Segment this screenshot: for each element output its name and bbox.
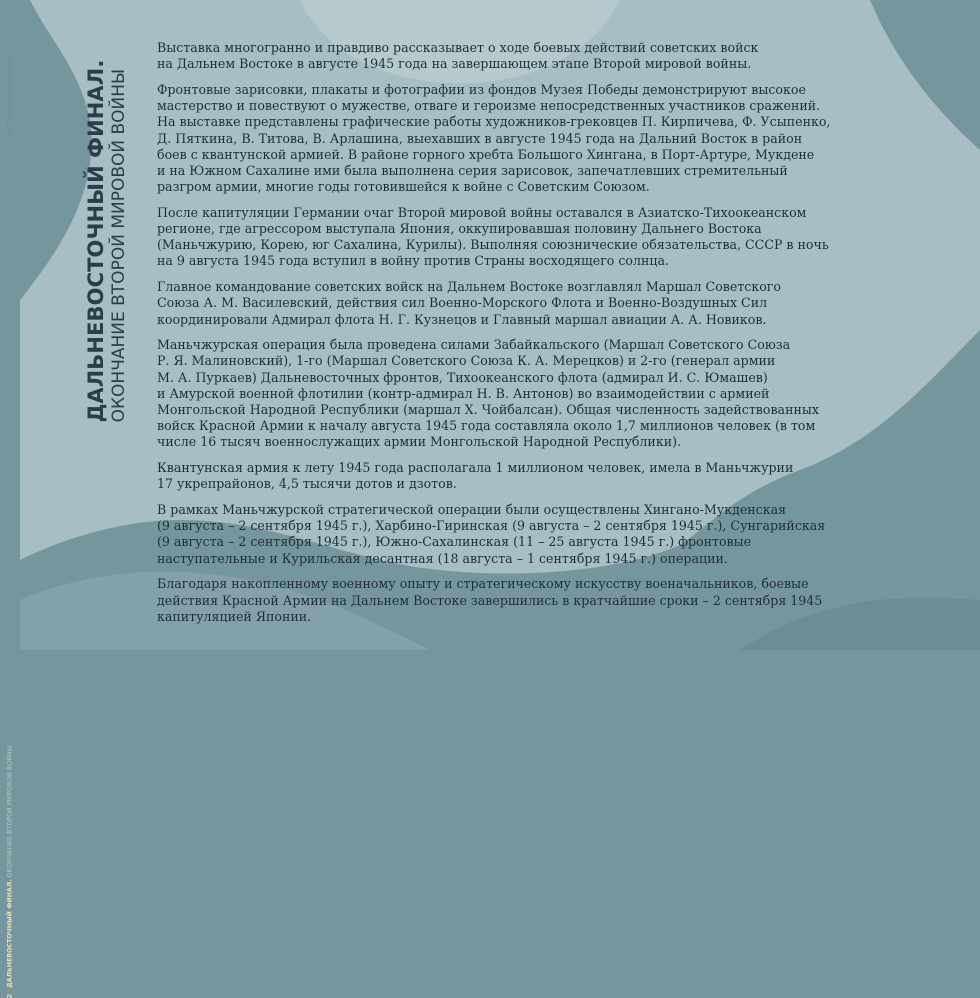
running-footer bbox=[7, 746, 14, 998]
heading-rotated bbox=[84, 60, 130, 423]
paragraph: Благодаря накопленному военному опыту и стратегическому искусству военачальников, боевые действия Красной Армии на Дальнем Востоке завершились в кратчайшие сроки – 2 сентября 1945 капитуляцией Японии. bbox=[157, 576, 823, 624]
paragraph: Квантунская армия к лету 1945 года располагала 1 миллионом человек, имела в Маньчжурии 17 укрепрайонов, 4,5 тысячи дотов и дзотов. bbox=[157, 460, 794, 492]
website-url: VICTORYMUSEUM.RU bbox=[6, 58, 14, 138]
paragraph: Фронтовые зарисовки, плакаты и фотографии из фондов Музея Победы демонстрируют высокое мастерство и повествуют о мужестве, отваге и героизме непосредственных участников сражений. На выставке представлены графические работы художников-грековцев П. Кирпичева, Ф. Усыпенко, Д. Пяткина, В. Титова, В. Арлашина, выехавших в августе 1945 года на Дальний Восток в район боев с квантунской армией. В районе горного хребта Большого Хингана, в Порт-Артуре, Мукдене и на Южном Сахалине ими была выполнена серия зарисовок, запечатлевших стремительный разгром армии, многие годы готовившейся к войне с Советским Союзом. bbox=[157, 81, 831, 195]
page-title: ДАЛЬНЕВОСТОЧНЫЙ ФИНАЛ. bbox=[84, 59, 108, 423]
page-subtitle: ОКОНЧАНИЕ ВТОРОЙ МИРОВОЙ ВОЙНЫ bbox=[109, 68, 129, 423]
page-heading bbox=[80, 40, 134, 423]
paragraph: Маньчжурская операция была проведена силами Забайкальского (Маршал Советского Союза Р. Я. Малиновский), 1-го (Маршал Советского Союза К. А. Мерецков) и 2-го (генерал армии М. А. Пуркаев) Дальневосточных фронтов, Тихоокеанского флота (адмирал И. С. Юмашев) и Амурской военной флотилии (контр-адмирал Н. В. Антонов) во взаимодействии с армией Монгольской Народной Республики (маршал Х. Чойбалсан). Общая численность задействованных войск Красной Армии к началу августа 1945 года составляла около 1,7 миллионов человек (в том числе 16 тысяч военнослужащих армии Монгольской Народной Республики). bbox=[157, 337, 819, 450]
side-footer-strip bbox=[0, 360, 20, 998]
paragraph: Главное командование советских войск на Дальнем Востоке возглавлял Маршал Советского Союза А. М. Василевский, действия сил Военно-Морского Флота и Военно-Воздушных Сил координировали Адмирал флота Н. Г. Кузнецов и Главный маршал авиации А. А. Новиков. bbox=[157, 279, 781, 327]
side-url-strip bbox=[0, 0, 20, 160]
paragraph: В рамках Маньчжурской стратегической операции были осуществлены Хингано-Мукденская (9 августа – 2 сентября 1945 г.), Харбино-Гиринская (9 августа – 2 сентября 1945 г.), Сунгарийская (9 августа – 2 сентября 1945 г.), Южно-Сахалинская (11 – 25 августа 1945 г.) фронтовые наступательные и Курильская десантная (18 августа – 1 сентября 1945 г.) операции. bbox=[157, 502, 826, 566]
page-number: 2 bbox=[6, 993, 14, 998]
footer-subtitle: ОКОНЧАНИЕ ВТОРОЙ МИРОВОЙ ВОЙНЫ bbox=[6, 745, 14, 878]
footer-title: ДАЛЬНЕВОСТОЧНЫЙ ФИНАЛ. bbox=[6, 879, 14, 988]
article-body bbox=[157, 40, 972, 635]
paragraph: После капитуляции Германии очаг Второй мировой войны оставался в Азиатско-Тихоокеанском регионе, где агрессором выступала Япония, оккупировавшая половину Дальнего Востока (Маньчжурию, Корею, юг Сахалина, Курилы). Выполняя союзнические обязательства, СССР в ночь на 9 августа 1945 года вступил в войну против Страны восходящего солнца. bbox=[157, 204, 829, 269]
paragraph: Выставка многогранно и правдиво рассказывает о ходе боевых действий советских войск на Дальнем Востоке в августе 1945 года на завершающем этапе Второй мировой войны. bbox=[157, 40, 759, 72]
